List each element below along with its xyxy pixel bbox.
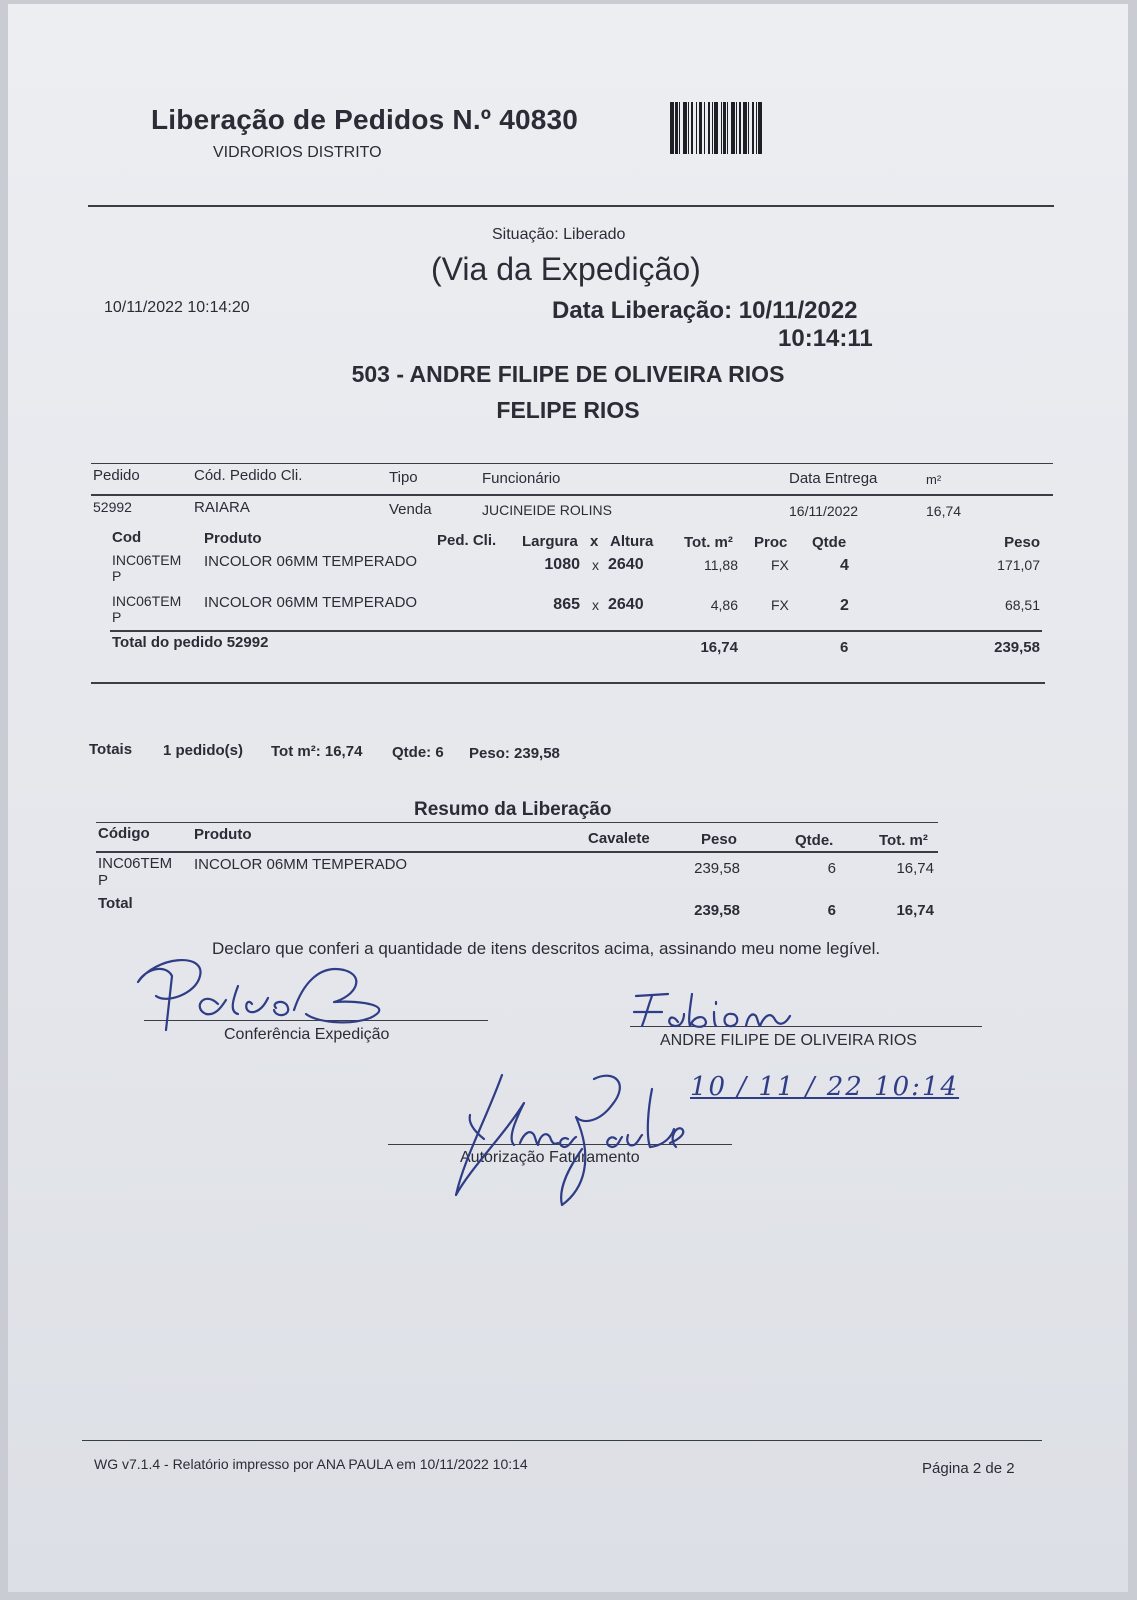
handwritten-signature-client [628,986,828,1036]
item-code: INC06TEM [112,593,182,609]
copy-label: (Via da Expedição) [431,251,701,287]
divider [91,463,1053,464]
signature-label-faturamento: Autorização Faturamento [460,1149,640,1166]
col-cod-pedido-cli: Cód. Pedido Cli. [194,467,303,484]
order-total-label: Total do pedido 52992 [112,634,269,651]
delivery-date: 16/11/2022 [789,503,859,519]
divider [96,822,938,823]
col-data-entrega: Data Entrega [789,470,878,487]
item-code-cont: P [112,568,122,584]
item-altura: 2640 [608,596,644,613]
employee-name: JUCINEIDE ROLINS [482,502,612,518]
totals-label: Totais [89,741,133,758]
summary-col-codigo: Código [98,825,150,842]
signature-label-client: ANDRE FILIPE DE OLIVEIRA RIOS [660,1032,917,1049]
footer-divider [82,1440,1042,1441]
document-page [8,4,1128,1592]
item-proc: FX [771,597,789,613]
items-col-qtde: Qtde [812,534,847,551]
release-time: 10:14:11 [778,325,873,352]
summary-code: INC06TEM [98,855,173,872]
divider [110,630,1042,632]
items-col-produto: Produto [204,530,262,547]
item-code: INC06TEM [112,552,182,568]
client-order-code: RAIARA [194,499,250,516]
item-x: x [592,557,599,573]
items-col-proc: Proc [754,534,788,551]
summary-code-cont: P [98,872,109,889]
summary-col-qtde: Qtde. [795,832,834,849]
item-altura: 2640 [608,556,644,573]
barcode-icon [670,102,840,154]
items-col-tot-m2: Tot. m² [684,534,733,551]
handwritten-signature-faturamento [444,1059,704,1209]
summary-col-peso: Peso [701,831,737,848]
item-x: x [592,597,599,613]
summary-title: Resumo da Liberação [414,799,612,820]
item-code-cont: P [112,609,122,625]
item-tot-m2: 4,86 [710,597,738,613]
summary-col-tot-m2: Tot. m² [879,832,928,849]
summary-qtde: 6 [827,860,836,877]
item-peso: 171,07 [997,557,1040,573]
item-qtde: 4 [840,557,849,574]
order-number: 52992 [93,499,132,515]
printed-datetime: 10/11/2022 10:14:20 [104,299,250,316]
divider [96,851,938,853]
item-largura: 1080 [544,556,580,573]
divider [91,494,1053,496]
col-funcionario: Funcionário [482,470,561,487]
divider [91,682,1045,684]
items-col-ped-cli: Ped. Cli. [437,532,497,549]
order-total-qtde: 6 [840,639,849,656]
item-product: INCOLOR 06MM TEMPERADO [204,594,418,611]
totals-m2: Tot m²: 16,74 [271,743,363,760]
company-name: VIDRORIOS DISTRITO [213,144,382,161]
totals-qtde: Qtde: 6 [392,744,444,761]
summary-total-m2: 16,74 [896,902,934,919]
client-name: 503 - ANDRE FILIPE DE OLIVEIRA RIOS [351,361,785,387]
items-col-x: x [590,533,599,550]
items-col-altura: Altura [610,533,654,550]
item-peso: 68,51 [1004,597,1040,613]
divider [88,205,1054,207]
col-tipo: Tipo [389,469,418,486]
summary-col-cavalete: Cavalete [588,830,650,847]
item-largura: 865 [553,596,580,613]
handwritten-signature-expedicao [126,946,416,1038]
summary-product: INCOLOR 06MM TEMPERADO [194,856,408,873]
totals-orders: 1 pedido(s) [163,742,244,759]
order-total-peso: 239,58 [994,639,1040,656]
item-proc: FX [771,557,789,573]
item-tot-m2: 11,88 [704,557,738,573]
footer-print-info: WG v7.1.4 - Relatório impresso por ANA PAULA em 10/11/2022 10:14 [94,1456,528,1472]
order-total-m2: 16,74 [700,639,738,656]
signature-label-expedicao: Conferência Expedição [224,1026,390,1043]
summary-total-label: Total [98,895,133,912]
items-col-cod: Cod [112,529,142,546]
items-col-largura: Largura [522,533,578,550]
summary-total-peso: 239,58 [694,902,740,919]
release-date: Data Liberação: 10/11/2022 [552,297,858,324]
item-product: INCOLOR 06MM TEMPERADO [204,553,418,570]
item-qtde: 2 [840,597,849,614]
footer-page-number: Página 2 de 2 [922,1460,1015,1477]
order-m2: 16,74 [926,503,962,519]
col-pedido: Pedido [93,467,140,484]
totals-peso: Peso: 239,58 [469,745,560,762]
client-alias: FELIPE RIOS [496,397,640,423]
col-m2: m² [926,472,942,487]
summary-peso: 239,58 [694,860,740,877]
declaration-text: Declaro que conferi a quantidade de itens descritos acima, assinando meu nome legível. [212,939,881,958]
summary-tot-m2: 16,74 [896,860,934,877]
summary-col-produto: Produto [194,826,252,843]
document-title: Liberação de Pedidos N.º 40830 [151,104,579,135]
handwritten-datetime: 10 / 11 / 22 10:14 [690,1072,960,1102]
order-type: Venda [389,501,432,518]
items-col-peso: Peso [1004,534,1040,551]
summary-total-qtde: 6 [827,902,836,919]
status-text: Situação: Liberado [492,226,626,243]
